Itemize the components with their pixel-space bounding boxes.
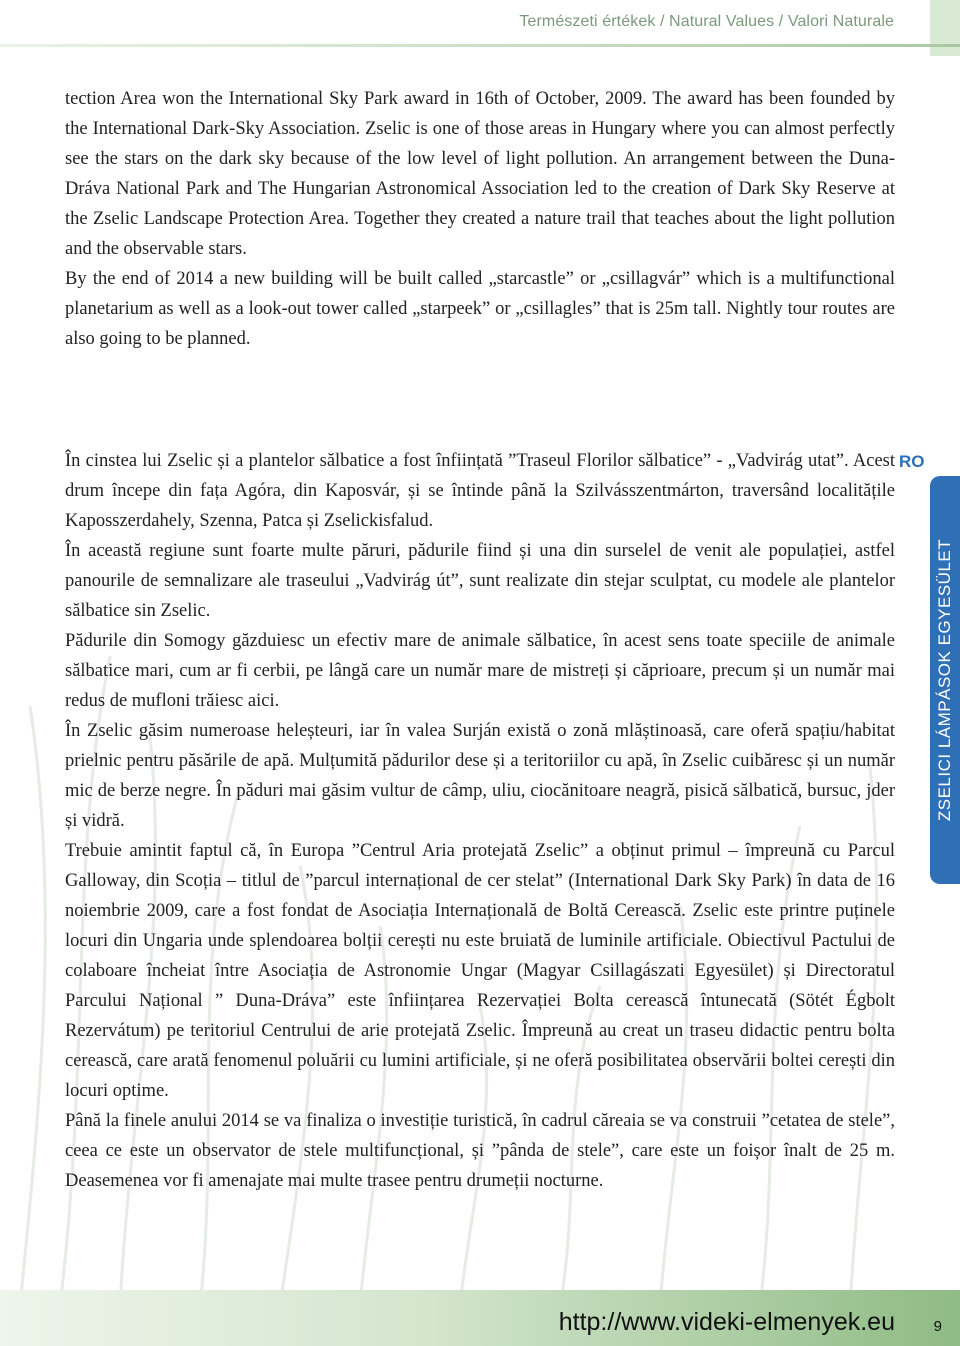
header-divider <box>0 44 960 47</box>
english-paragraph: By the end of 2014 a new building will be built called „starcastle” or „csillagvár” which is a multifunctional planetarium as well as a look-out tower called „starpeek” or „csillagles” that is 25m tall. Nightly tour routes are also going to be planned. <box>65 269 895 349</box>
english-text-section <box>65 84 895 354</box>
romanian-paragraph: În Zselic găsim numeroase heleșteuri, iar în valea Surján există o zonă mlăștinoasă, care oferă spațiu/habitat prielnic pentru păsările de apă. Mulțumită pădurilor dese și a teritoriilor cu apă, în Zselic cuibăresc și un număr mic de berze negre. În păduri mai găsim vultur de câmp, uliu, ciocănitoare neagră, pisică sălbatică, bursuc, jder și vidră. <box>65 721 895 831</box>
page-header-title: Természeti értékek / Natural Values / Valori Naturale <box>519 13 894 30</box>
romanian-paragraph: Trebuie amintit faptul că, în Europa ”Centrul Aria protejată Zselic” a obținut primul – împreună cu Parcul Galloway, din Scoția – titlul de ”parcul internațional de cer stelat” (International Dark Sky Park) în data de 16 noiembrie 2009, care a fost fondat de Asociația Internațională de Boltă Cerească. Zselic este printre puținele locuri din Ungaria unde splendoarea bolții cerești nu este bruiată de luminile artificiale. Obiectivul Pactului de colaboare încheiat între Asociația de Astronomie Ungar (Magyar Csillagászati Egyesület) și Directoratul Parcului Național ” Duna-Dráva” este înființarea Rezervației Bolta cerească întunecată (Sötét Égbolt Rezervátum) pe teritoriul Centrului de arie protejată Zselic. Împreună au creat un traseu didactic pentru bolta cerească, care arată fenomenul poluării cu lumini artificiale, și ne oferă posibilitatea observării boltei cerești din locuri optime. <box>65 841 895 1101</box>
romanian-text-section <box>65 446 895 1196</box>
top-corner-tab <box>930 0 960 56</box>
romanian-paragraph: În cinstea lui Zselic și a plantelor sălbatice a fost înființată ”Traseul Florilor sălbatice” - „Vadvirág utat”. Acest drum începe din fața Agóra, din Kaposvár, și se întinde până la Szilvásszentmárton, traversând localitățile Kaposszerdahely, Szenna, Patca și Zselickisfalud. <box>65 451 895 531</box>
english-paragraph: tection Area won the International Sky Park award in 16th of October, 2009. The award has been founded by the International Dark-Sky Association. Zselic is one of those areas in Hungary where you can almost perfectly see the stars on the dark sky because of the low level of light pollution. An arrangement between the Duna-Dráva National Park and The Hungarian Astronomical Association led to the creation of Dark Sky Reserve at the Zselic Landscape Protection Area. Together they created a nature trail that teaches about the light pollution and the observable stars. <box>65 89 895 259</box>
language-badge-ro: RO <box>899 452 925 471</box>
romanian-paragraph: Până la finele anului 2014 se va finaliza o investiție turistică, în cadrul căreaia se va construii ”cetatea de stele”, ceea ce este un observator de stele multifuncțional, și ”pânda de stele”, care este un foișor înalt de 25 m. Deasemenea vor fi amenajate mai multe trasee pentru drumeții nocturne. <box>65 1111 895 1191</box>
side-tab-label: ZSELICI LÁMPÁSOK EGYESÜLET <box>935 538 955 822</box>
footer-website-link[interactable]: http://www.videki-elmenyek.eu <box>558 1308 895 1336</box>
page-number: 9 <box>933 1318 942 1335</box>
side-organization-tab <box>930 476 960 884</box>
romanian-paragraph: În această regiune sunt foarte multe păruri, pădurile fiind și una din surselel de venit ale populației, astfel panourile de semnalizare ale traseului „Vadvirág út”, sunt realizate din stejar sculptat, cu modele ale plantelor sălbatice sin Zselic. <box>65 541 895 621</box>
romanian-paragraph: Pădurile din Somogy găzduiesc un efectiv mare de animale sălbatice, în acest sens toate speciile de animale sălbatice mari, cum ar fi cerbii, pe lângă care un număr mare de mistreți și căprioare, precum și un număr mai redus de mufloni trăiesc aici. <box>65 631 895 711</box>
